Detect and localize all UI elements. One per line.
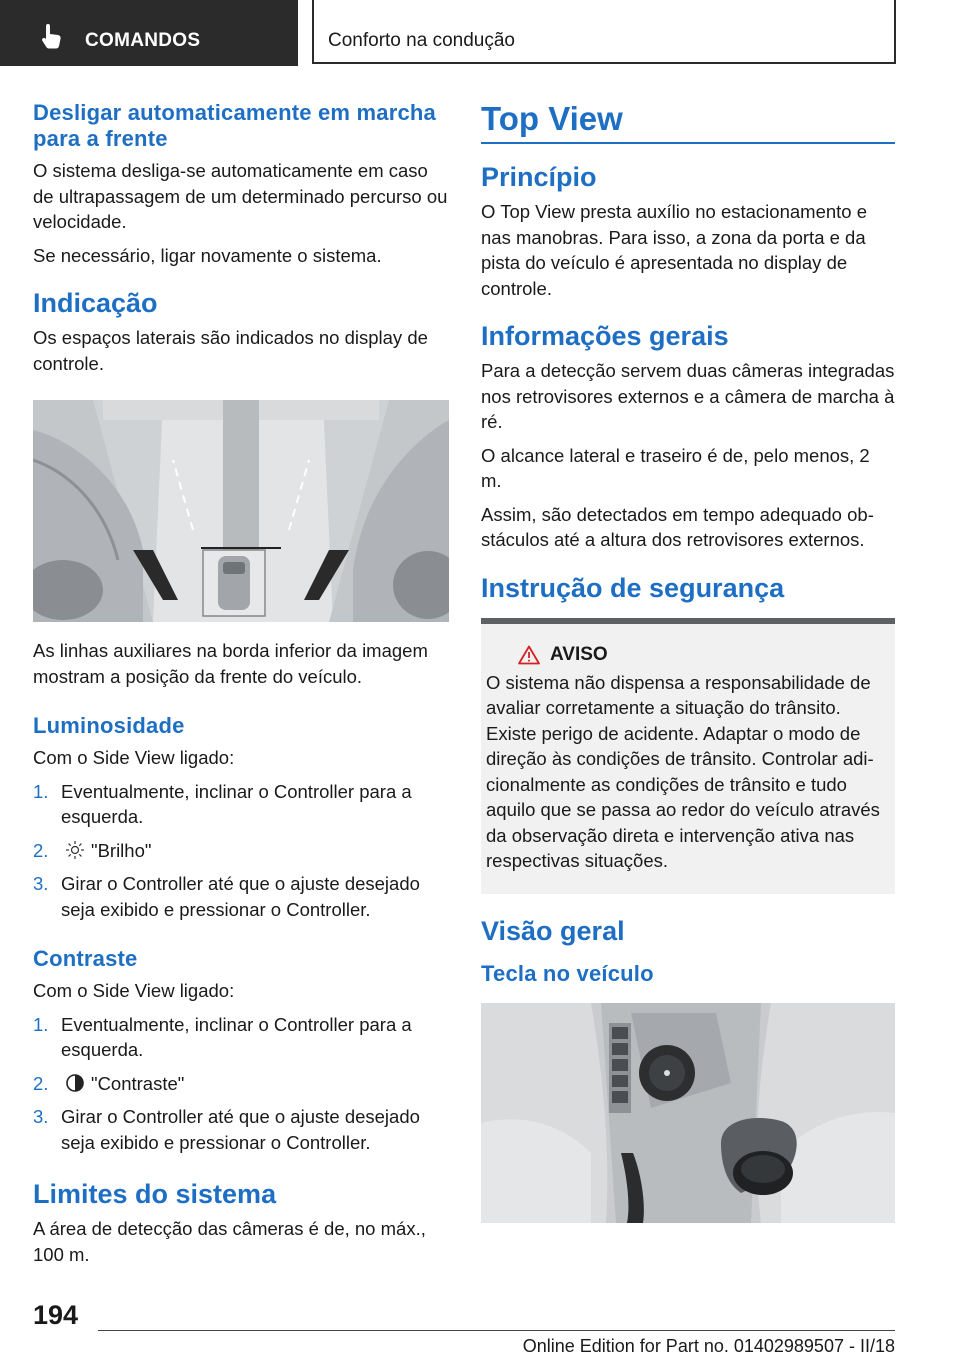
contraste-heading: Contraste: [33, 946, 138, 971]
warning-label: AVISO: [550, 643, 608, 665]
image-caption: As linhas auxiliares na borda inferior da imagem mostram a posição da frente do veículo.: [33, 640, 428, 687]
list-item: 3. Girar o Controller até que o ajuste desejado seja exibido e pressionar o Controller.: [33, 1106, 420, 1153]
auto-off-text-2: Se necessário, ligar novamente o sistema.: [33, 244, 382, 266]
info-text-1: Para a detecção servem duas câmeras integradas nos retrovisores externos e a câmera de marcha à ré.: [481, 360, 895, 432]
center-console-illustration: [481, 1003, 895, 1223]
info-text-3: Assim, são detectados em tempo adequado obstáculos até a altura dos retrovisores externos.: [481, 503, 874, 550]
list-item: 1. Eventualmente, inclinar o Controller para a esquerda.: [33, 780, 412, 827]
button-heading: Tecla no veículo: [481, 960, 654, 986]
warning-text: O sistema não dispensa a responsabilidade de avaliar corretamente a situação do trânsito. Existe perigo de acidente. Adaptar o modo de direção às condições de trânsito. Controlar adicionalmente as condições de trânsito e tudo aquilo que se passa ao redor do veículo através da observação direta e intervenção ativa nas respectivas situações.: [486, 671, 880, 871]
contraste-steps: [33, 1012, 449, 1156]
header-section-tab: [0, 0, 298, 66]
header-section-label: COMANDOS: [85, 30, 201, 51]
header-chapter-label: Conforto na condução: [328, 30, 515, 51]
footer-divider: [98, 1330, 895, 1331]
warning-triangle-icon: [518, 645, 540, 665]
edition-note: Online Edition for Part no. 01402989507 - II/18: [522, 1336, 895, 1356]
right-column: [481, 100, 895, 1223]
auto-off-text: O sistema desliga-se automaticamente em caso de ultrapassagem de um determinado percurso ou velocidade.: [33, 160, 448, 232]
principio-heading: Princípio: [481, 162, 597, 192]
contraste-intro: Com o Side View ligado:: [33, 980, 235, 1001]
page-number: 194: [33, 1300, 79, 1330]
list-item: 2. "Contraste": [33, 1072, 185, 1094]
indicacao-heading: Indicação: [33, 288, 158, 318]
vehicle-button-image: [481, 1003, 895, 1223]
page-title: Top View: [481, 100, 895, 144]
list-item: 1. Eventualmente, inclinar o Controller para a esquerda.: [33, 1013, 412, 1060]
side-view-display-image: [33, 400, 449, 622]
warning-header: [486, 644, 887, 666]
info-text-2: O alcance lateral e traseiro é de, pelo menos, 2 m.: [481, 444, 870, 491]
left-column: [33, 100, 449, 1275]
list-item: 3. Girar o Controller até que o ajuste desejado seja exibido e pressionar o Controller.: [33, 873, 420, 920]
luminosidade-intro: Com o Side View ligado:: [33, 747, 235, 768]
indicacao-text: Os espaços laterais são indicados no display de controle.: [33, 327, 428, 374]
contrast-icon: [65, 1073, 85, 1093]
list-item: 2. "Brilho": [33, 839, 152, 861]
header-chapter-box: [312, 0, 896, 64]
limites-text: A área de detecção das câmeras é de, no máx., 100 m.: [33, 1218, 426, 1265]
info-heading: Informações gerais: [481, 321, 729, 351]
brightness-icon: [65, 840, 85, 860]
luminosidade-heading: Luminosidade: [33, 713, 185, 738]
limites-heading: Limites do sistema: [33, 1179, 277, 1209]
auto-off-heading: Desligar automaticamente em marcha para a frente: [33, 100, 436, 151]
principio-text: O Top View presta auxílio no estacionamento e nas manobras. Para isso, a zona da porta e da pista do veículo é apresentada no display de controle.: [481, 201, 867, 299]
luminosidade-steps: [33, 779, 449, 923]
hand-pointer-icon: [40, 22, 64, 50]
safety-heading: Instrução de segurança: [481, 572, 785, 603]
side-view-illustration: [33, 400, 449, 622]
overview-heading: Visão geral: [481, 915, 625, 946]
warning-box: [481, 618, 895, 894]
